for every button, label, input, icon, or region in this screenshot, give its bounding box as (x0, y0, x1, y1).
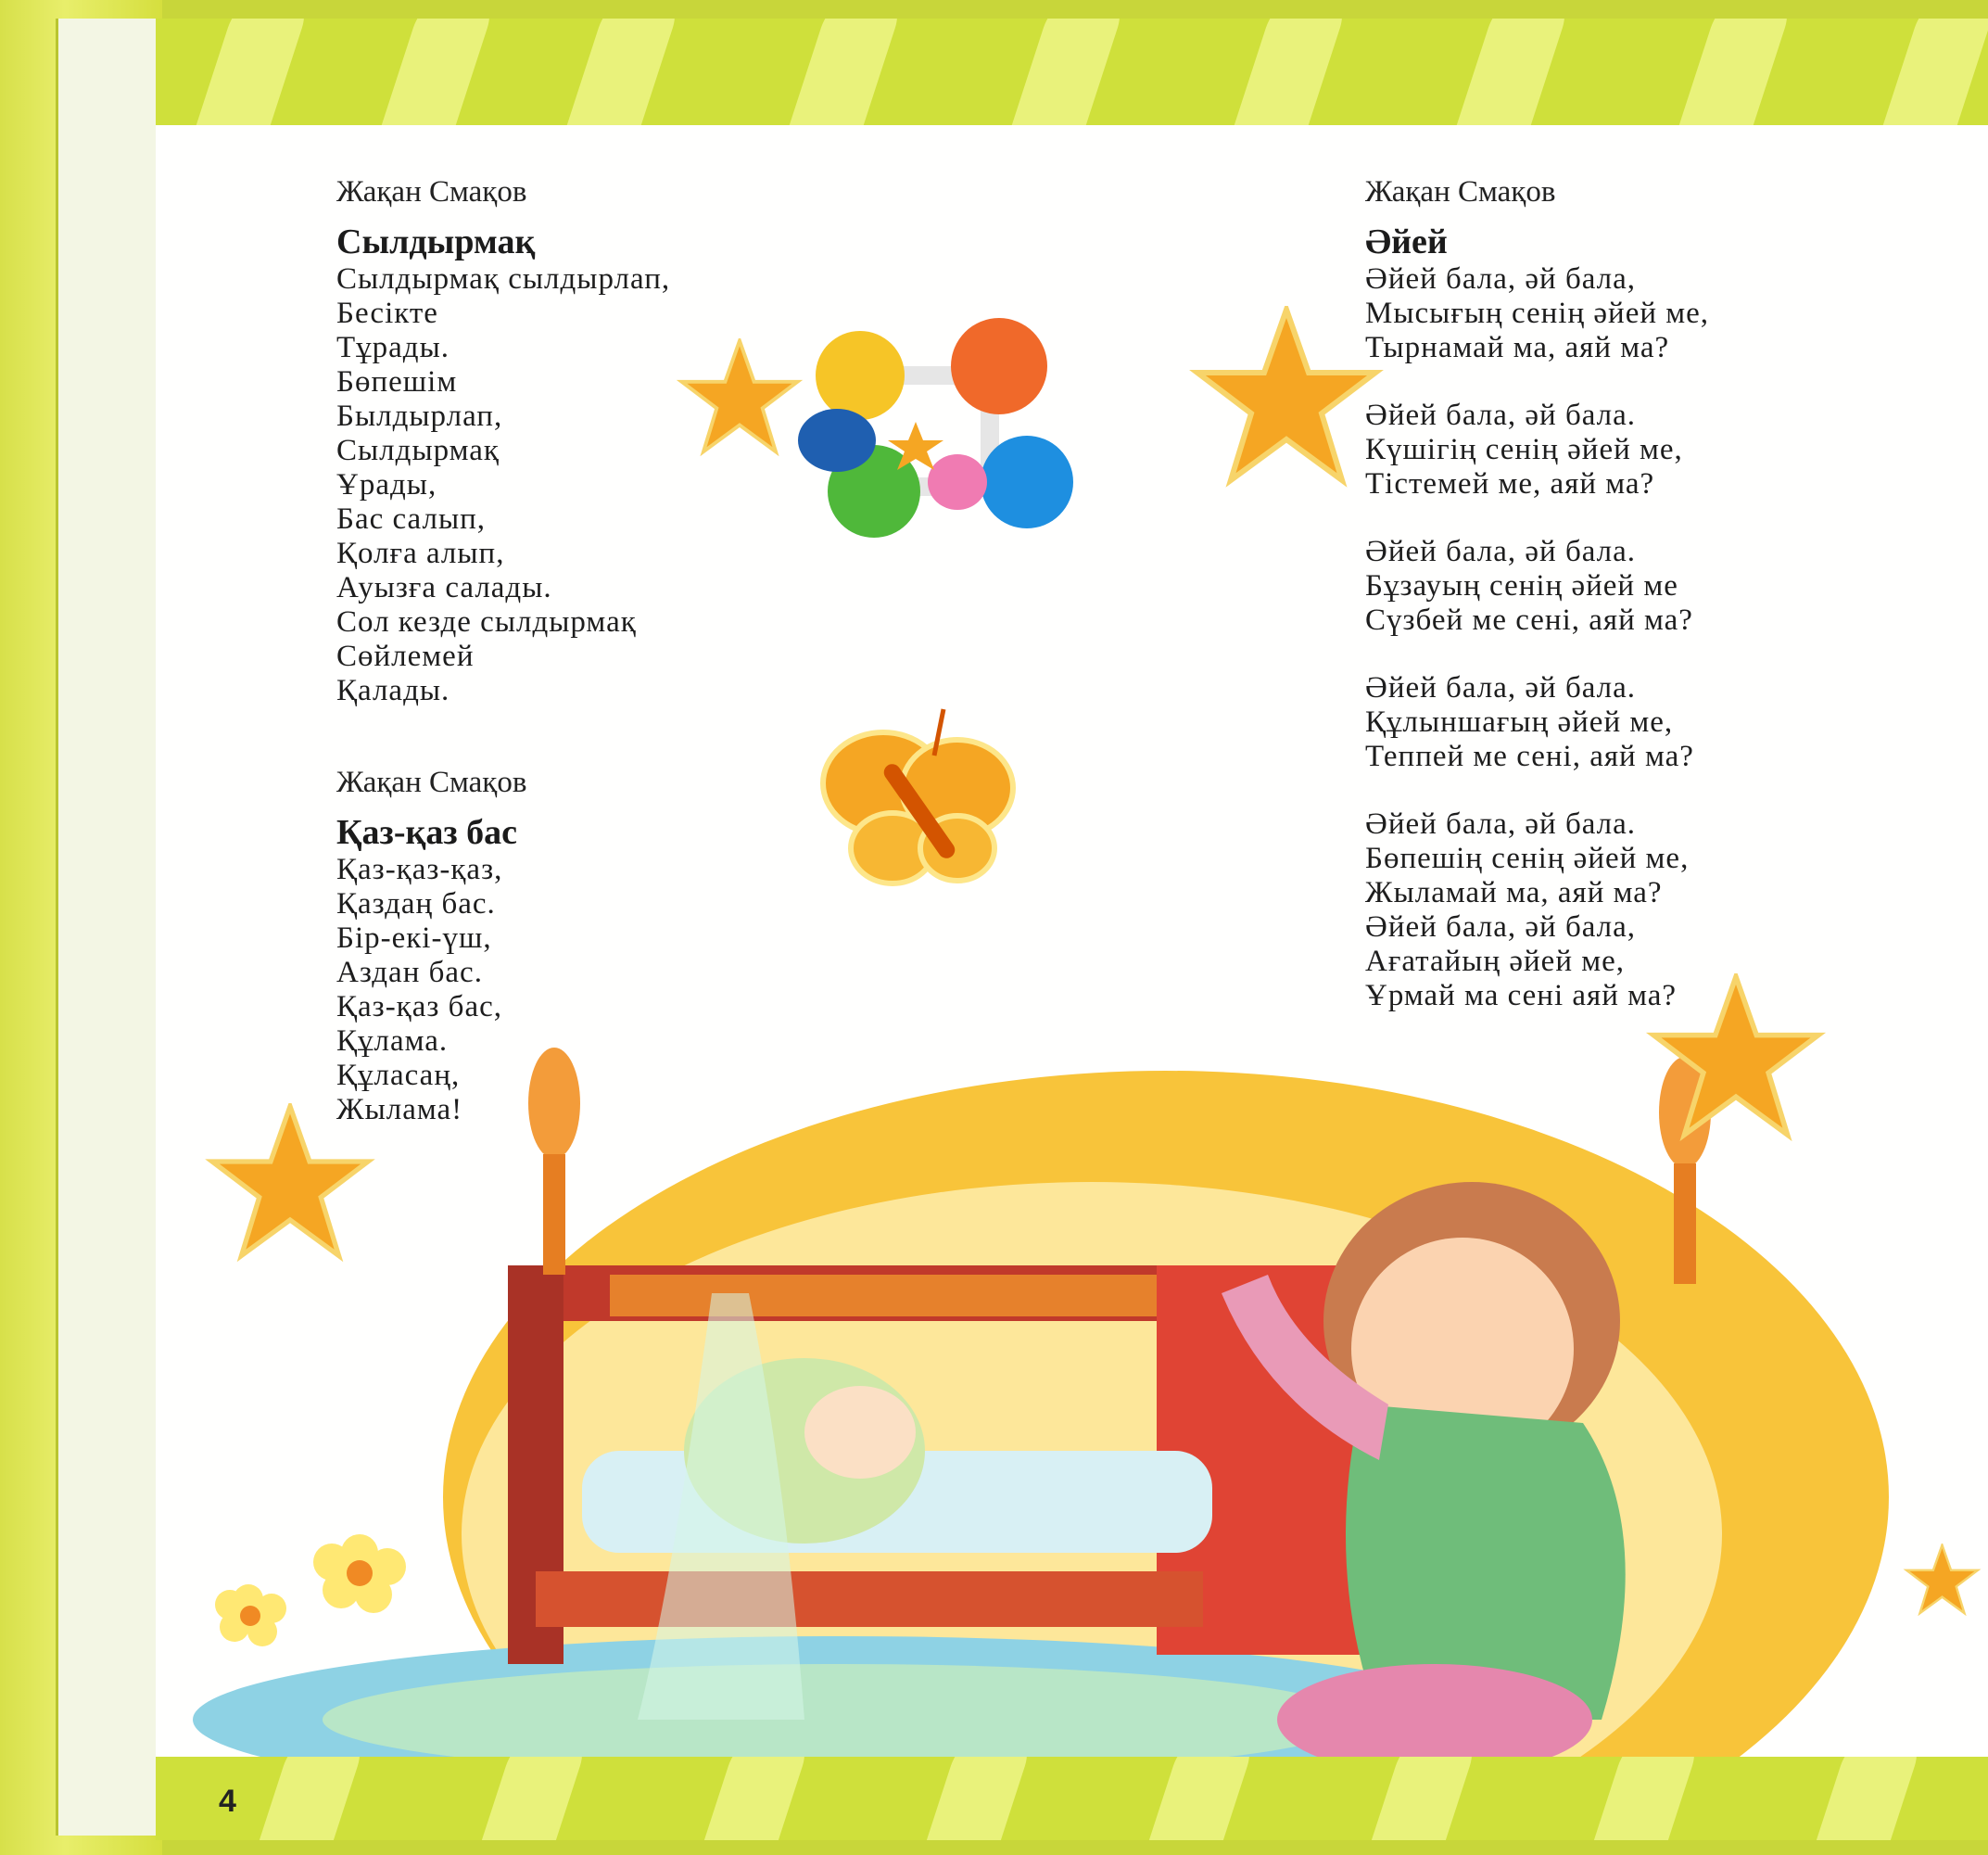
poem-line: Ұрады, (336, 468, 437, 502)
right-column (1365, 172, 1940, 1013)
poem-line: Теппей ме сені, аяй ма? (1365, 740, 1694, 773)
flowers-decoration (202, 1516, 415, 1655)
poem-line: Бұзауың сенің әйей ме (1365, 569, 1678, 603)
poem-line: Құлама. (336, 1024, 449, 1058)
poem-line: Сүзбей ме сені, аяй ма? (1365, 604, 1693, 637)
poem-line: Әйей бала, әй бала. (1365, 535, 1637, 568)
poem-title: Әйей (1365, 222, 1448, 261)
poem-line: Әйей бала, әй бала. (1365, 399, 1637, 432)
page-content (156, 125, 1988, 1757)
poem-line: Қаз-қаз бас, (336, 990, 502, 1023)
poem-line: Сол кезде сылдырмақ (336, 605, 637, 639)
top-decorative-band (156, 19, 1988, 125)
poem-author: Жақан Смақов (336, 175, 527, 209)
left-column (336, 172, 855, 1127)
star-icon (1903, 1544, 1982, 1618)
poem-line: Құласаң, (336, 1059, 461, 1092)
poem-line: Қаздаң бас. (336, 887, 496, 921)
poem-title: Сылдырмақ (336, 222, 536, 261)
bottom-decorative-band (156, 1757, 1988, 1840)
poem-line: Әйей бала, әй бала. (1365, 671, 1637, 705)
poem-line: Ұрмай ма сені аяй ма? (1365, 979, 1678, 1012)
poem-line: Әйей бала, әй бала, (1365, 910, 1637, 944)
poem-line: Сылдырмақ (336, 434, 500, 467)
poem-line: Қолға алып, (336, 537, 505, 570)
star-icon (1184, 306, 1388, 491)
poem-line: Сылдырмақ сылдырлап, (336, 262, 671, 296)
page-number: 4 (219, 1784, 236, 1819)
poem-line: Қалады. (336, 674, 450, 707)
poem-line: Ағатайың әйей ме, (1365, 945, 1626, 978)
poem-line: Бас салып, (336, 502, 487, 536)
poem-line: Бесікте (336, 297, 438, 330)
poem-line: Аздан бас. (336, 956, 483, 989)
poem-line: Жыламай ма, аяй ма? (1365, 876, 1663, 909)
poem-author: Жақан Смақов (1365, 175, 1556, 209)
poem-line: Жылама! (336, 1093, 463, 1126)
poem-line: Бөпешім (336, 365, 458, 399)
poem-line: Тырнамай ма, аяй ма? (1365, 331, 1670, 364)
poem-title: Қаз-қаз бас (336, 813, 518, 852)
poem-line: Сөйлемей (336, 640, 475, 673)
poem-author: Жақан Смақов (336, 766, 527, 799)
book-page (156, 19, 1988, 1840)
poem-line: Былдырлап, (336, 400, 503, 433)
book-page-edges (56, 19, 165, 1836)
poem-line: Құлыншағың әйей ме, (1365, 705, 1674, 739)
poem-line: Бөпешің сенің әйей ме, (1365, 842, 1690, 875)
poem-line: Әйей бала, әй бала, (1365, 262, 1637, 296)
star-icon (202, 1103, 378, 1265)
poem-line: Мысығың сенің әйей ме, (1365, 297, 1710, 330)
poem-line: Бір-екі-үш, (336, 921, 492, 955)
poem-line: Ауызға салады. (336, 571, 552, 604)
poem-line: Тістемей ме, аяй ма? (1365, 467, 1655, 501)
poem-line: Күшігің сенің әйей ме, (1365, 433, 1683, 466)
poem-line: Тұрады. (336, 331, 450, 364)
poem-line: Қаз-қаз-қаз, (336, 853, 503, 886)
poem-line: Әйей бала, әй бала. (1365, 807, 1637, 841)
